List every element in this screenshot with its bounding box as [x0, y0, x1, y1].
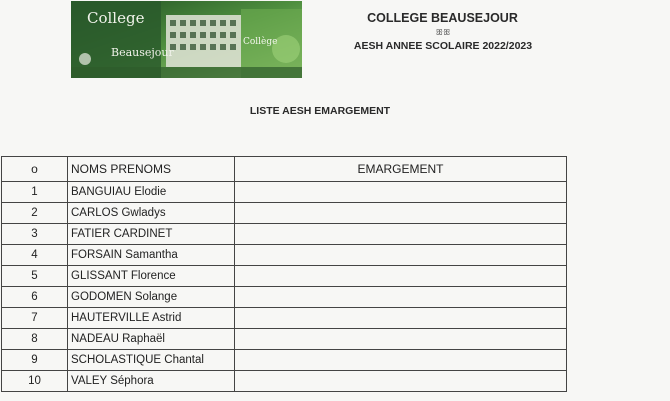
table-row — [2, 203, 567, 224]
table-row — [2, 182, 567, 203]
table-row — [2, 287, 567, 308]
row-name: NADEAU Raphaël — [68, 329, 235, 350]
attendance-table — [1, 156, 567, 392]
table-row — [2, 308, 567, 329]
signature-cell — [235, 287, 567, 308]
row-number: 4 — [2, 245, 68, 266]
signature-cell — [235, 329, 567, 350]
logo-text-bottom: Beausejour — [111, 46, 174, 59]
table-row — [2, 329, 567, 350]
row-number: 2 — [2, 203, 68, 224]
document-title: LISTE AESH EMARGEMENT — [249, 105, 391, 117]
school-year-subtitle: AESH ANNEE SCOLAIRE 2022/2023 — [353, 40, 533, 52]
row-number: 8 — [2, 329, 68, 350]
signature-cell — [235, 224, 567, 245]
row-name: GODOMEN Solange — [68, 287, 235, 308]
signature-cell — [235, 182, 567, 203]
table-row — [2, 266, 567, 287]
signature-cell — [235, 350, 567, 371]
row-name: VALEY Séphora — [68, 371, 235, 392]
row-number: 3 — [2, 224, 68, 245]
table-row — [2, 371, 567, 392]
row-name: CARLOS Gwladys — [68, 203, 235, 224]
school-name: COLLEGE BEAUSEJOUR — [367, 11, 518, 25]
table-header-row — [2, 157, 567, 182]
column-header-number: o — [2, 157, 68, 182]
row-number: 6 — [2, 287, 68, 308]
signature-cell — [235, 266, 567, 287]
signature-cell — [235, 371, 567, 392]
row-name: SCHOLASTIQUE Chantal — [68, 350, 235, 371]
row-name: FATIER CARDINET — [68, 224, 235, 245]
row-name: GLISSANT Florence — [68, 266, 235, 287]
school-logo-banner — [71, 1, 302, 78]
ornament-divider: ꕥꕥ — [435, 28, 451, 37]
signature-cell — [235, 203, 567, 224]
table-row — [2, 350, 567, 371]
logo-caption: Collège — [243, 37, 278, 47]
row-name: BANGUIAU Elodie — [68, 182, 235, 203]
row-number: 10 — [2, 371, 68, 392]
row-name: FORSAIN Samantha — [68, 245, 235, 266]
table-row — [2, 245, 567, 266]
row-number: 5 — [2, 266, 68, 287]
signature-cell — [235, 308, 567, 329]
row-number: 7 — [2, 308, 68, 329]
row-number: 9 — [2, 350, 68, 371]
logo-text-top: College — [87, 9, 145, 27]
signature-cell — [235, 245, 567, 266]
table-row — [2, 224, 567, 245]
row-name: HAUTERVILLE Astrid — [68, 308, 235, 329]
column-header-names: NOMS PRENOMS — [68, 157, 235, 182]
row-number: 1 — [2, 182, 68, 203]
column-header-signature: EMARGEMENT — [235, 157, 567, 182]
